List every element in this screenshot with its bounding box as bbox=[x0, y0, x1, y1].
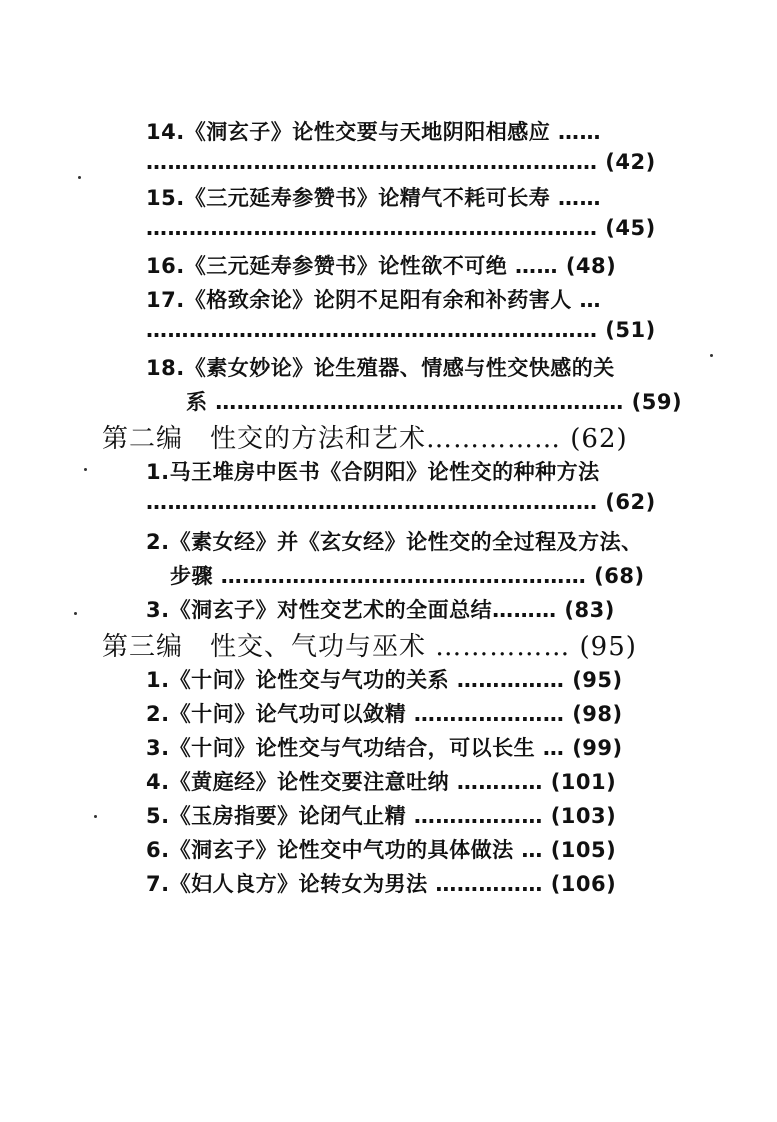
toc-entry-2-3: 3.《洞玄子》对性交艺术的全面总结……… (83) bbox=[146, 598, 615, 622]
scan-speck bbox=[78, 176, 81, 179]
toc-entry-16: 16.《三元延寿参赞书》论性欲不可绝 …… (48) bbox=[146, 254, 617, 278]
scan-speck bbox=[94, 815, 97, 818]
toc-entry-2-2-line2: 步骤 …………………………………………… (68) bbox=[170, 564, 645, 588]
toc-entry-18-line2: 系 ………………………………………………… (59) bbox=[186, 390, 683, 414]
toc-entry-18-line1: 18.《素女妙论》论生殖器、情感与性交快感的关 bbox=[146, 356, 615, 380]
toc-entry-3-1: 1.《十问》论性交与气功的关系 …………… (95) bbox=[146, 668, 623, 692]
toc-entry-3-3: 3.《十问》论性交与气功结合，可以长生 … (99) bbox=[146, 736, 623, 760]
toc-entry-14-line1: 14.《洞玄子》论性交要与天地阴阳相感应 …… bbox=[146, 120, 602, 144]
toc-entry-3-4: 4.《黄庭经》论性交要注意吐纳 ………… (101) bbox=[146, 770, 617, 794]
toc-entry-2-1-line1: 1.马王堆房中医书《合阴阳》论性交的种种方法 bbox=[146, 460, 600, 484]
section-heading-3: 第三编 性交、气功与巫术 …………… (95) bbox=[102, 632, 637, 662]
toc-entry-3-2: 2.《十问》论气功可以敛精 ………………… (98) bbox=[146, 702, 623, 726]
toc-entry-15-line1: 15.《三元延寿参赞书》论精气不耗可长寿 …… bbox=[146, 186, 602, 210]
toc-entry-2-2-line1: 2.《素女经》并《玄女经》论性交的全过程及方法、 bbox=[146, 530, 643, 554]
toc-entry-17-line2: ……………………………………………………… (51) bbox=[146, 318, 656, 342]
toc-entry-3-7: 7.《妇人良方》论转女为男法 …………… (106) bbox=[146, 872, 617, 896]
toc-entry-2-1-line2: ……………………………………………………… (62) bbox=[146, 490, 656, 514]
toc-entry-14-line2: ……………………………………………………… (42) bbox=[146, 150, 656, 174]
section-heading-2: 第二编 性交的方法和艺术…………… (62) bbox=[102, 424, 628, 454]
toc-entry-3-6: 6.《洞玄子》论性交中气功的具体做法 … (105) bbox=[146, 838, 617, 862]
scan-speck bbox=[74, 612, 77, 615]
scan-speck bbox=[84, 468, 87, 471]
toc-entry-3-5: 5.《玉房指要》论闭气止精 ……………… (103) bbox=[146, 804, 617, 828]
toc-entry-17-line1: 17.《格致余论》论阴不足阳有余和补药害人 … bbox=[146, 288, 602, 312]
scan-speck bbox=[710, 354, 713, 357]
toc-entry-15-line2: ……………………………………………………… (45) bbox=[146, 216, 656, 240]
